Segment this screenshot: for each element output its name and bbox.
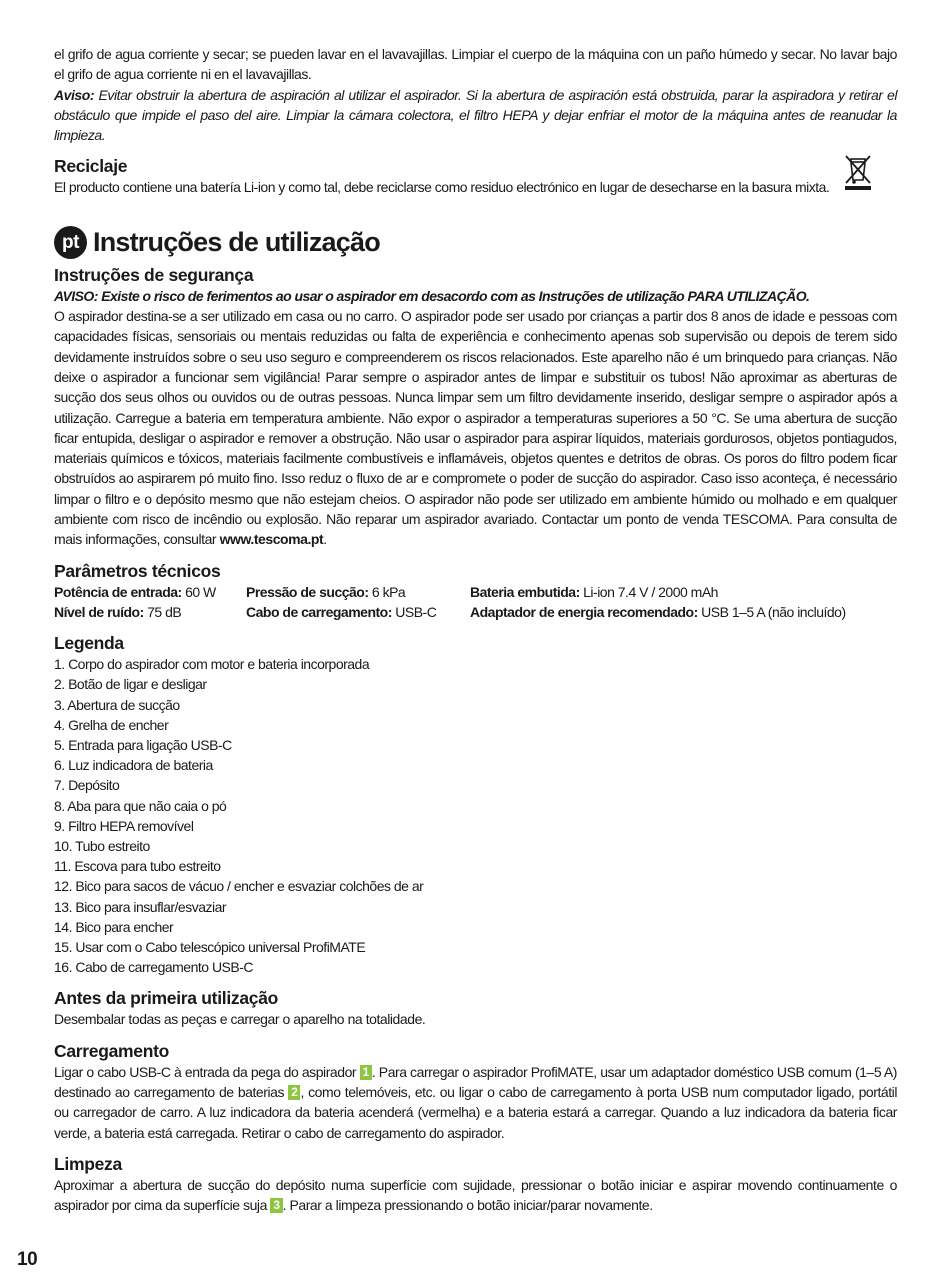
pt-warning: AVISO: Existe o risco de ferimentos ao usar o aspirador em desacordo com as Instruções de utilização PARA UTILIZAÇÃO. xyxy=(54,287,810,304)
legend-item: 10. Tubo estreito xyxy=(54,838,150,855)
param-item: Bateria embutida: Li-ion 7.4 V / 2000 mAh xyxy=(470,583,718,600)
pt-safety-section xyxy=(54,264,897,550)
param-item: Adaptador de energia recomendado: USB 1–5 A (não incluído) xyxy=(470,603,846,620)
pt-first-use-text: Desembalar todas as peças e carregar o aparelho na totalidade. xyxy=(54,1011,426,1028)
legend-item: 13. Bico para insuflar/esvaziar xyxy=(54,898,227,915)
legend-item: 1. Corpo do aspirador com motor e bateria incorporada xyxy=(54,656,370,673)
step-badge: 2 xyxy=(288,1085,300,1100)
pt-first-use-title: Antes da primeira utilização xyxy=(54,988,279,1009)
param-item: Pressão de sucção: 6 kPa xyxy=(246,583,406,600)
legend-item: 12. Bico para sacos de vácuo / encher e esvaziar colchões de ar xyxy=(54,878,424,895)
step-badge: 3 xyxy=(270,1198,282,1213)
page-number: 10 xyxy=(17,1249,38,1270)
legend-item: 9. Filtro HEPA removível xyxy=(54,817,194,834)
legend-item: 14. Bico para encher xyxy=(54,918,174,935)
legend-item: 8. Aba para que não caia o pó xyxy=(54,797,227,814)
legend-item: 3. Abertura de sucção xyxy=(54,696,180,713)
pt-legend-section xyxy=(54,632,897,977)
step-badge: 1 xyxy=(360,1065,372,1080)
params-grid xyxy=(54,582,897,623)
pt-charging-title: Carregamento xyxy=(54,1040,170,1061)
pt-params-title: Parâmetros técnicos xyxy=(54,560,221,581)
legend-item: 4. Grelha de encher xyxy=(54,716,169,733)
manual-page xyxy=(54,44,897,1216)
pt-safety-end: . xyxy=(323,531,327,548)
legend-item: 5. Entrada para ligação USB-C xyxy=(54,737,232,754)
legend-item: 7. Depósito xyxy=(54,777,120,794)
es-recycling-title: Reciclaje xyxy=(54,156,128,177)
param-item: Cabo de carregamento: USB-C xyxy=(246,603,437,620)
legend-item: 6. Luz indicadora de bateria xyxy=(54,757,213,774)
language-badge-pt: pt xyxy=(54,226,87,259)
es-cleaning-continuation: el grifo de agua corriente y secar; se pueden lavar en el lavavajillas. Limpiar el cuerpo de la máquina con un paño húmedo y secar. No lavar bajo el grifo de agua corriente ni en el lavavajillas. xyxy=(54,46,897,83)
pt-safety-title: Instruções de segurança xyxy=(54,264,254,285)
legend-item: 2. Botão de ligar e desligar xyxy=(54,676,207,693)
pt-title: Instruções de utilização xyxy=(93,227,380,258)
pt-charging-section xyxy=(54,1040,897,1143)
legend-item: 11. Escova para tubo estreito xyxy=(54,858,221,875)
pt-safety-body: O aspirador destina-se a ser utilizado em casa ou no carro. O aspirador pode ser usado por crianças a partir dos 8 anos de idade e pessoas com capacidades físicas, sensoriais ou mentais reduzidas ou falta de experiência e conhecimento apenas sob supervisão ou depois de terem sido devidamente instruídos sobre o seu uso seguro e compreenderem os riscos relacionados. Este aparelho não é um brinquedo para crianças. Não deixe o aspirador a funcionar sem vigilância! Parar sempre o aspirador antes de limpar e substituir os tubos! Não aproximar as aberturas de sucção dos seus olhos ou ouvidos ou de outras pessoas. Nunca limpar sem um filtro devidamente inserido, desligar sempre o aspirador após a utilização. Carregue a bateria em temperatura ambiente. Não expor o aspirador a temperaturas superiores a 50 °C. Se uma abertura de sucção ficar entupida, desligar o aspirador e remover a obstrução. Não usar o aspirador para aspirar líquidos, materiais gordurosos, objetos pontiagudos, materiais químicos e tóxicos, materiais facilmente combustíveis e inflamáveis, objetos quentes e detritos de obras. Os poros do filtro podem ficar obstruídos ao aspirarem pó muito fino. Isso reduz o fluxo de ar e compromete o poder de sucção do aspirador. Caso isso aconteça, é necessário limpar o filtro e o depósito mesmo que não estejam cheios. O aspirador não pode ser utilizado em ambiente húmido ou molhado e em qualquer ambiente com risco de incêndio ou explosão. Não reparar um aspirador avariado. Contactar um ponto de venda TESCOMA. Para consulta de mais informações, consultar xyxy=(54,308,897,548)
pt-section-heading xyxy=(54,224,897,262)
tescoma-link[interactable]: www.tescoma.pt xyxy=(219,531,324,548)
pt-charging-text: Ligar o cabo USB-C à entrada da pega do aspirador 1 . Para carregar o aspirador ProfiMATE, usar um adaptador doméstico USB comum (1–5 A) destinado ao carregamento de baterias 2 , como telemóveis, etc. ou ligar o cabo de carregamento à porta USB num computador ligado, portátil ou carregador de carro. A luz indicadora da bateria acenderá (vermelha) e a bateria estará a carregar. Quando a luz indicadora da bateria ficar verde, a bateria está carregada. Retirar o cabo de carregamento do aspirador. xyxy=(54,1063,898,1141)
param-item: Nível de ruído: 75 dB xyxy=(54,603,182,620)
es-recycling-section xyxy=(54,155,897,197)
pt-cleaning-title: Limpeza xyxy=(54,1153,122,1174)
pt-safety-text xyxy=(54,306,897,550)
legend-item: 15. Usar com o Cabo telescópico universal ProfiMATE xyxy=(54,939,366,956)
pt-cleaning-section xyxy=(54,1153,897,1216)
es-warning xyxy=(54,85,897,146)
pt-first-use-section xyxy=(54,987,897,1029)
legend-item: 16. Cabo de carregamento USB-C xyxy=(54,959,253,976)
crossed-out-wheelie-bin-icon xyxy=(843,153,873,191)
param-item: Potência de entrada: 60 W xyxy=(54,583,216,600)
legend-list xyxy=(54,654,897,977)
es-warning-text: Evitar obstruir la abertura de aspiración al utilizar el aspirador. Si la abertura de aspiración está obstruida, parar la aspiradora y retirar el obstáculo que impide el paso del aire. Limpiar la cámara colectora, el filtro HEPA y dejar enfriar el motor de la máquina antes de reanudar la limpieza. xyxy=(54,86,897,144)
pt-cleaning-text: Aproximar a abertura de sucção do depósito numa superfície com sujidade, pressionar o botão iniciar e aspirar movendo continuamente o aspirador por cima da superfície suja 3 . Parar a limpeza pressionando o botão iniciar/parar novamente. xyxy=(54,1176,897,1214)
pt-params-section xyxy=(54,560,897,623)
pt-legend-title: Legenda xyxy=(54,633,124,654)
es-warning-label: Aviso: xyxy=(54,86,95,103)
es-recycling-text: El producto contiene una batería Li-ion y como tal, debe reciclarse como residuo electrónico en lugar de desecharse en la basura mixta. xyxy=(54,179,830,196)
